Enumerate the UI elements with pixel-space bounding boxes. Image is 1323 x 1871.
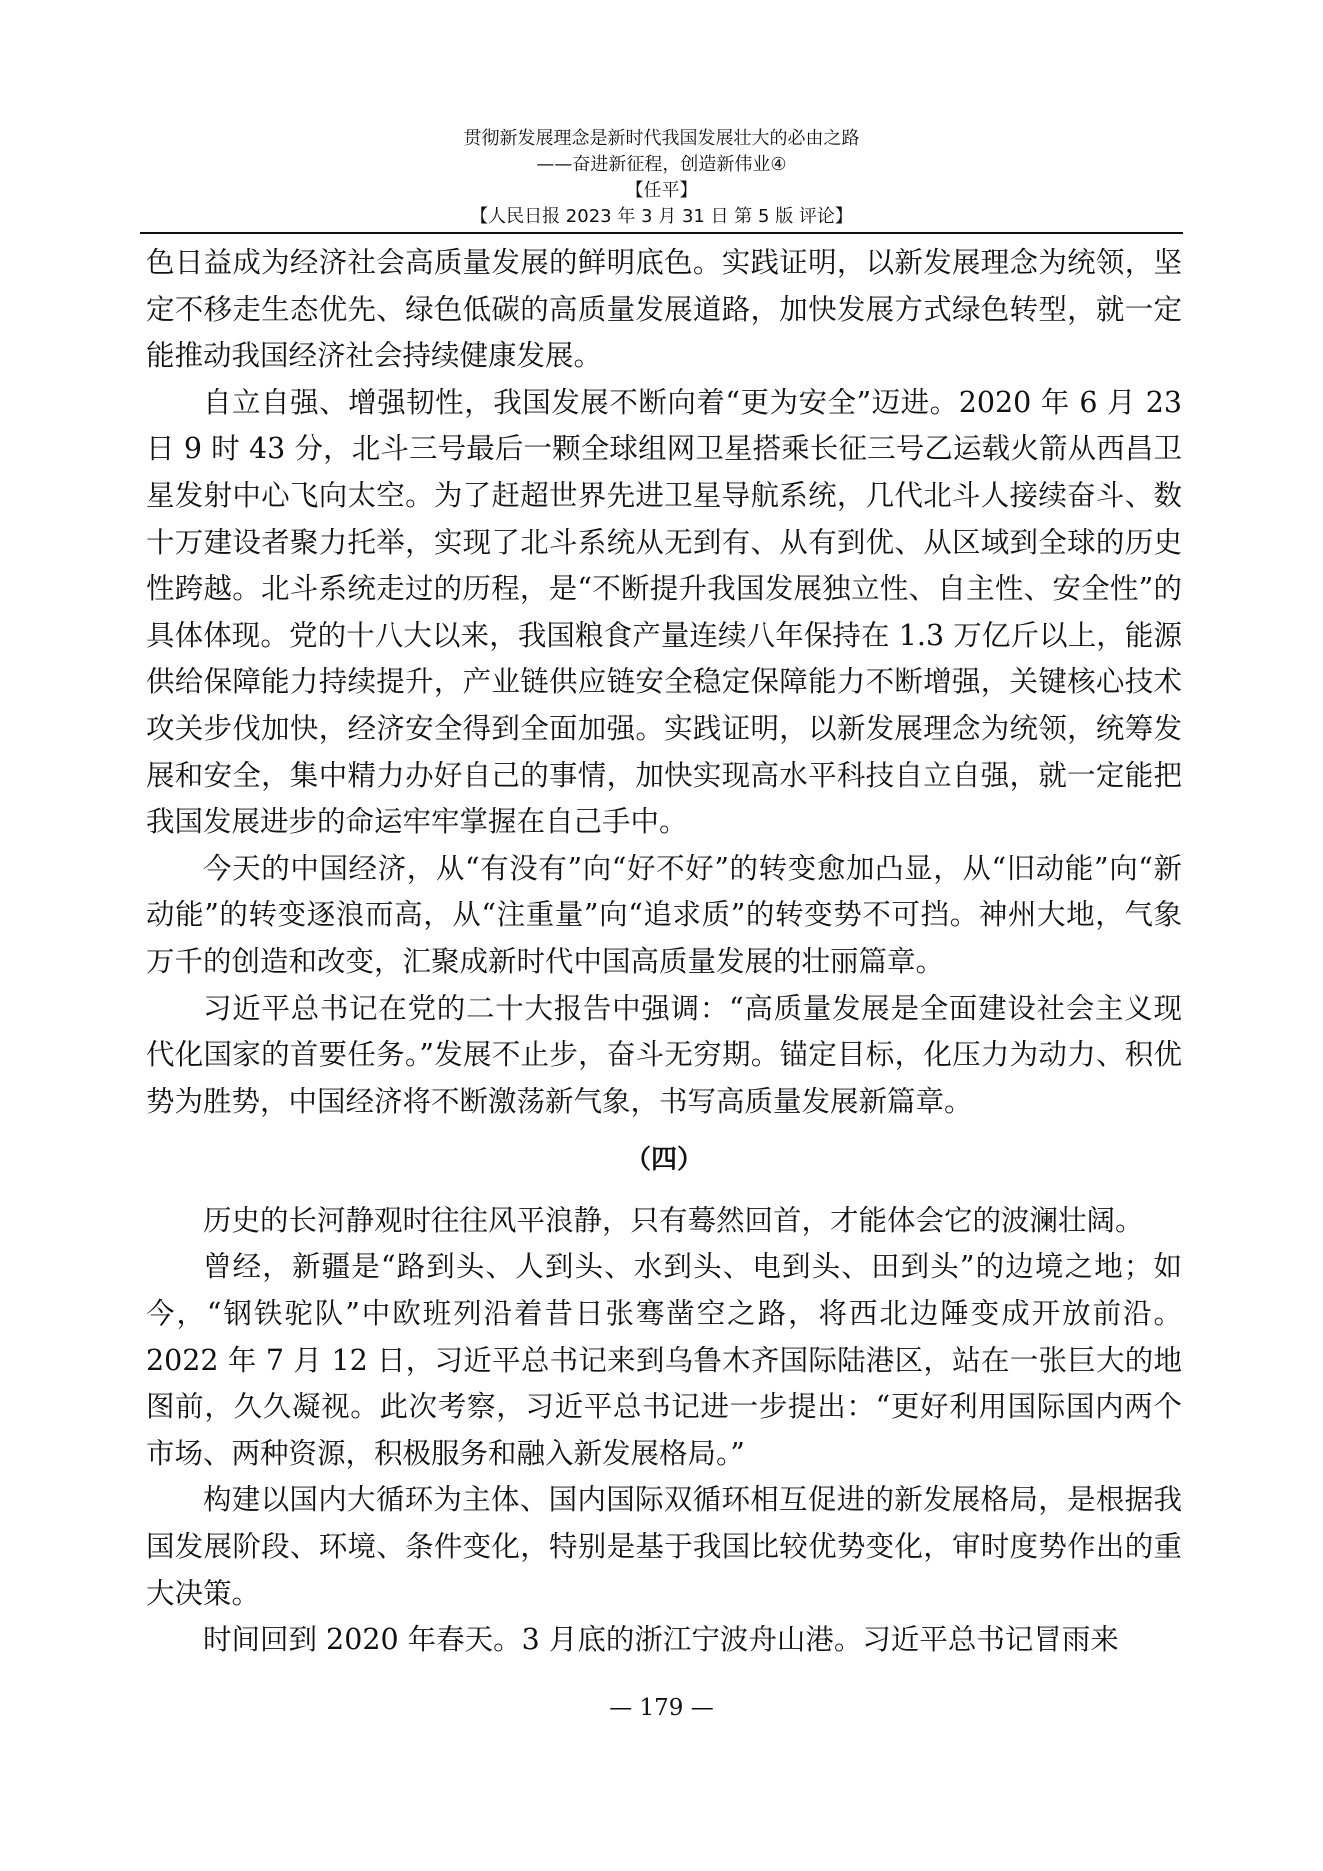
paragraph-continued: 色日益成为经济社会高质量发展的鲜明底色。实践证明，以新发展理念为统领，坚定不移走生态优先、绿色低碳的高质量发展道路，加快发展方式绿色转型，就一定能推动我国经济社会持续健康发展。 — [146, 246, 1182, 373]
article-author: 【任平】 — [625, 180, 698, 201]
article-title: 贯彻新发展理念是新时代我国发展壮大的必由之路 — [463, 128, 860, 149]
article-subtitle: ——奋进新征程，创造新伟业④ — [536, 154, 787, 175]
section-heading: （四） — [624, 1145, 703, 1176]
paragraph: 时间回到 2020 年春天。3 月底的浙江宁波舟山港。习近平总书记冒雨来 — [203, 1623, 1119, 1657]
page-number: — 179 — — [609, 1695, 714, 1721]
paragraph: 构建以国内大循环为主体、国内国际双循环相互促进的新发展格局，是根据我国发展阶段、环境、条件变化，特别是基于我国比较优势变化，审时度势作出的重大决策。 — [146, 1483, 1182, 1610]
article-source: 【人民日报 2023 年 3 月 31 日 第 5 版 评论】 — [470, 206, 853, 227]
paragraph: 历史的长河静观时往往风平浪静，只有蓦然回首，才能体会它的波澜壮阔。 — [203, 1203, 1144, 1237]
article-body — [146, 240, 1182, 1664]
paragraph: 自立自强、增强韧性，我国发展不断向着“更为安全”迈进。2020 年 6 月 23 日 9 时 43 分，北斗三号最后一颗全球组网卫星搭乘长征三号乙运载火箭从西昌卫星发射中心飞向太空。为了赶超世界先进卫星导航系统，几代北斗人接续奋斗、数十万建设者聚力托举，实现了北斗系统从无到有、从有到优、从区域到全球的历史性跨越。北斗系统走过的历程，是“不断提升我国发展独立性、自主性、安全性”的具体体现。党的十八大以来，我国粮食产量连续八年保持在 1.3 万亿斤以上，能源供给保障能力持续提升，产业链供应链安全稳定保障能力不断增强，关键核心技术攻关步伐加快，经济安全得到全面加强。实践证明，以新发展理念为统领，统筹发展和安全，集中精力办好自己的事情，加快实现高水平科技自立自强，就一定能把我国发展进步的命运牢牢掌握在自己手中。 — [146, 385, 1182, 839]
paragraph: 曾经，新疆是“路到头、人到头、水到头、电到头、田到头”的边境之地；如今，“钢铁驼队”中欧班列沿着昔日张骞凿空之路，将西北边陲变成开放前沿。2022 年 7 月 12 日，习近平总书记来到乌鲁木齐国际陆港区，站在一张巨大的地图前，久久凝视。此次考察，习近平总书记进一步提出：“更好利用国际国内两个市场、两种资源，积极服务和融入新发展格局。” — [146, 1250, 1182, 1470]
header-divider — [140, 232, 1183, 234]
paragraph: 习近平总书记在党的二十大报告中强调：“高质量发展是全面建设社会主义现代化国家的首要任务。”发展不止步，奋斗无穷期。锚定目标，化压力为动力、积优势为胜势，中国经济将不断激荡新气象，书写高质量发展新篇章。 — [146, 991, 1182, 1118]
paragraph: 今天的中国经济，从“有没有”向“好不好”的转变愈加凸显，从“旧动能”向“新动能”的转变逐浪而高，从“注重量”向“追求质”的转变势不可挡。神州大地，气象万千的创造和改变，汇聚成新时代中国高质量发展的壮丽篇章。 — [146, 851, 1182, 978]
article-header — [140, 126, 1183, 230]
